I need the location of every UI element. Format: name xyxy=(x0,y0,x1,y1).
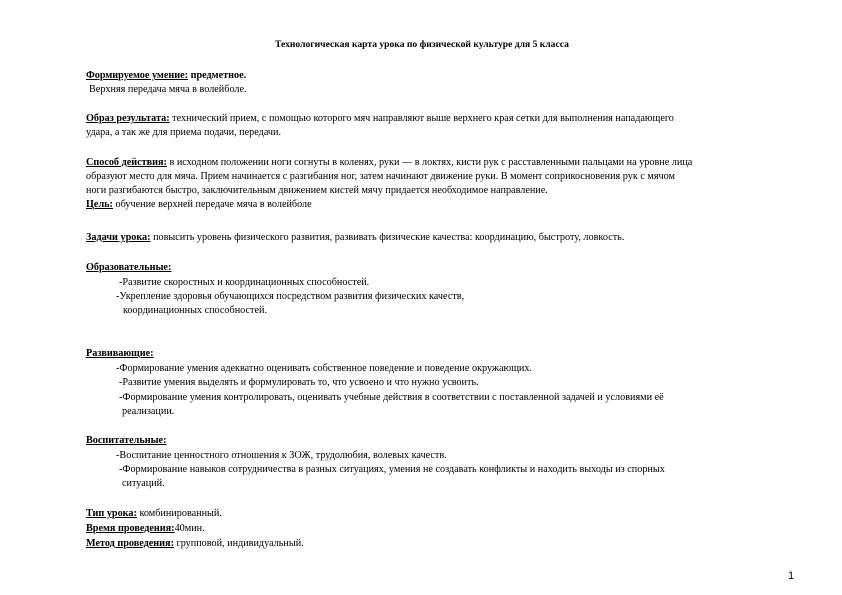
skill-label: Формируемое умение: xyxy=(86,70,189,81)
duration-label: Время проведения: xyxy=(86,523,175,534)
tasks-value: повысить уровень физического развития, развивать физические качества: координацию, быстроту, ловкость. xyxy=(153,232,625,243)
result-text-2: удара, а так же для приема подачи, передачи. xyxy=(86,127,282,138)
upbringing-item-2: -Формирование навыков сотрудничества в разных ситуациях, умения не создавать конфликты и находить выходы из спорных xyxy=(119,464,665,475)
upbringing-item-2-cont: ситуаций. xyxy=(122,478,165,489)
tasks-line xyxy=(86,231,624,244)
developing-item-3-cont: реализации. xyxy=(122,406,175,417)
method-label: Способ действия: xyxy=(86,157,167,168)
conduct-method-label: Метод проведения: xyxy=(86,538,174,549)
duration-line xyxy=(86,522,205,535)
skill-detail: Верхняя передача мяча в волейболе. xyxy=(89,84,247,95)
lesson-type-value: комбинированный. xyxy=(139,508,222,519)
method-text-3: ноги разгибаются быстро, заключительным движением кистей мячу придается необходимое направление. xyxy=(86,185,548,196)
educational-label: Образовательные: xyxy=(86,262,172,273)
lesson-type-label: Тип урока: xyxy=(86,508,137,519)
goal-line xyxy=(86,198,312,211)
skill-line xyxy=(86,69,246,82)
duration-value: 40мин. xyxy=(174,523,205,534)
method-text-2: образуют место для мяча. Прием начинается с разгибания ног, затем начинают движение руки. В момент соприкосновения рук с мячом xyxy=(86,171,676,182)
educational-item-1: -Развитие скоростных и координационных способностей. xyxy=(119,277,370,288)
document-title: Технологическая карта урока по физической культуре для 5 класса xyxy=(275,39,569,50)
result-label: Образ результата: xyxy=(86,113,170,124)
developing-label: Развивающие: xyxy=(86,348,154,359)
educational-item-2: -Укрепление здоровья обучающихся посредством развития физических качеств, xyxy=(116,291,465,302)
goal-value: обучение верхней передаче мяча в волейболе xyxy=(115,199,312,210)
upbringing-item-1: -Воспитание ценностного отношения к ЗОЖ, трудолюбия, волевых качеств. xyxy=(116,450,447,461)
method-line-1 xyxy=(86,156,692,169)
upbringing-label: Воспитательные: xyxy=(86,435,167,446)
developing-item-2: -Развитие умения выделять и формулировать то, что усвоено и что нужно усвоить. xyxy=(119,377,479,388)
result-text-1: технический прием, с помощью которого мяч направляют выше верхнего края сетки для выполнения нападающего xyxy=(172,113,674,124)
result-line-1 xyxy=(86,112,674,125)
developing-item-1: -Формирование умения адекватно оценивать собственное поведение и поведение окружающих. xyxy=(116,363,533,374)
page-number: 1 xyxy=(788,570,795,582)
skill-value: предметное. xyxy=(190,70,247,81)
conduct-method-value: групповой, индивидуальный. xyxy=(176,538,304,549)
goal-label: Цель: xyxy=(86,199,113,210)
tasks-label: Задачи урока: xyxy=(86,232,151,243)
educational-item-2-cont: координационных способностей. xyxy=(123,305,267,316)
method-text-1: в исходном положении ноги согнуты в коленях, руки — в локтях, кисти рук с расставленными пальцами на уровне лица xyxy=(169,157,693,168)
developing-item-3: -Формирование умения контролировать, оценивать учебные действия в соответствии с поставленной задачей и условиями её xyxy=(119,392,664,403)
conduct-method-line xyxy=(86,537,304,550)
lesson-type-line xyxy=(86,507,222,520)
